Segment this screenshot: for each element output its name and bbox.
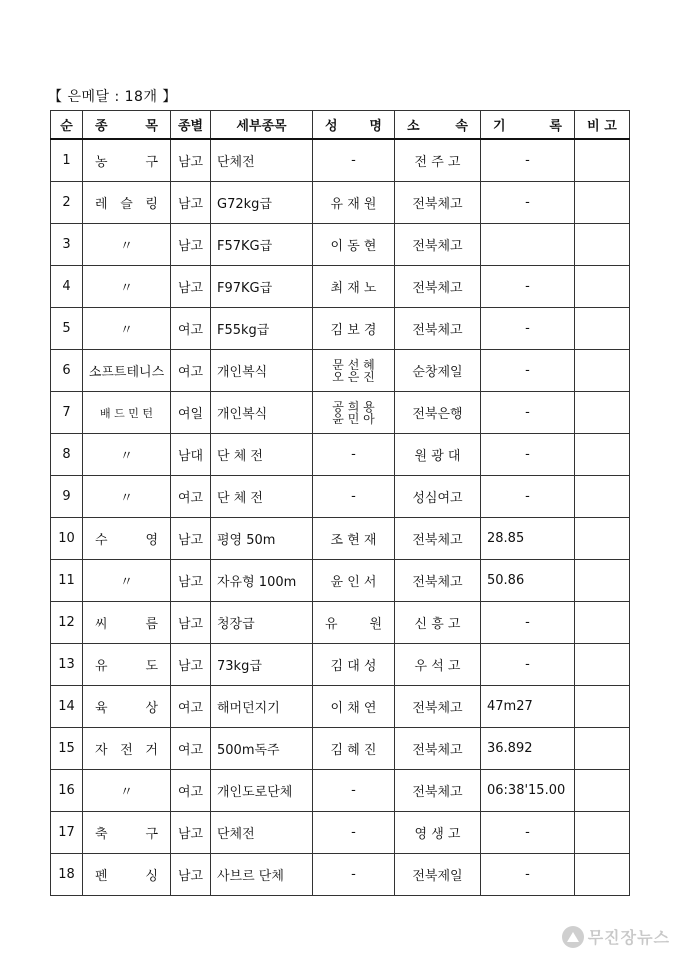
cell-record: 06:38'15.00 <box>481 770 575 812</box>
cell-note <box>575 770 630 812</box>
cell-detail: 73kg급 <box>211 644 313 686</box>
cell-detail: 청장급 <box>211 602 313 644</box>
table-row <box>51 686 630 728</box>
cell-team: 전북체고 <box>395 560 481 602</box>
cell-event: 농 구 <box>83 139 171 182</box>
cell-event: 〃 <box>83 266 171 308</box>
cell-no: 7 <box>51 392 83 434</box>
table-row <box>51 770 630 812</box>
table-row <box>51 182 630 224</box>
cell-team: 전북제일 <box>395 854 481 896</box>
cell-name: - <box>313 854 395 896</box>
cell-team: 전북체고 <box>395 224 481 266</box>
table-row <box>51 812 630 854</box>
cell-no: 8 <box>51 434 83 476</box>
cell-name: 이 동 현 <box>313 224 395 266</box>
cell-note <box>575 308 630 350</box>
cell-category: 여고 <box>171 476 211 518</box>
cell-no: 2 <box>51 182 83 224</box>
header-category: 종별 <box>171 111 211 140</box>
table-row <box>51 392 630 434</box>
cell-team: 우 석 고 <box>395 644 481 686</box>
cell-no: 9 <box>51 476 83 518</box>
header-record: 기 록 <box>481 111 575 140</box>
cell-note <box>575 224 630 266</box>
cell-category: 남고 <box>171 602 211 644</box>
cell-name: 유 원 <box>313 602 395 644</box>
cell-no: 10 <box>51 518 83 560</box>
cell-event: 〃 <box>83 770 171 812</box>
cell-name: 유 재 원 <box>313 182 395 224</box>
cell-record: - <box>481 602 575 644</box>
cell-no: 13 <box>51 644 83 686</box>
cell-detail: 개인도로단체 <box>211 770 313 812</box>
cell-name: 최 재 노 <box>313 266 395 308</box>
cell-record: - <box>481 644 575 686</box>
cell-detail: F57KG급 <box>211 224 313 266</box>
header-note: 비 고 <box>575 111 630 140</box>
cell-name: 조 현 재 <box>313 518 395 560</box>
cell-event: 펜 싱 <box>83 854 171 896</box>
table-row <box>51 728 630 770</box>
cell-event: 소프트테니스 <box>83 350 171 392</box>
cell-team: 전북체고 <box>395 728 481 770</box>
cell-note <box>575 686 630 728</box>
table-row <box>51 224 630 266</box>
cell-record: 50.86 <box>481 560 575 602</box>
table-row <box>51 854 630 896</box>
cell-record: - <box>481 182 575 224</box>
cell-detail: 단 체 전 <box>211 434 313 476</box>
table-body <box>51 139 630 896</box>
cell-team: 전북은행 <box>395 392 481 434</box>
table-row <box>51 560 630 602</box>
header-event: 종 목 <box>83 111 171 140</box>
cell-no: 6 <box>51 350 83 392</box>
cell-note <box>575 392 630 434</box>
cell-category: 여일 <box>171 392 211 434</box>
cell-team: 전 주 고 <box>395 139 481 182</box>
cell-detail: 단체전 <box>211 139 313 182</box>
cell-category: 남고 <box>171 266 211 308</box>
cell-event: 자 전 거 <box>83 728 171 770</box>
cell-no: 15 <box>51 728 83 770</box>
cell-name <box>313 350 395 392</box>
cell-note <box>575 434 630 476</box>
page-title: 【 은메달 : 18개 】 <box>48 89 177 105</box>
cell-event: 〃 <box>83 308 171 350</box>
mountain-logo-icon <box>562 926 584 948</box>
cell-event: 레 슬 링 <box>83 182 171 224</box>
table-row <box>51 350 630 392</box>
cell-name: 윤 인 서 <box>313 560 395 602</box>
cell-no: 12 <box>51 602 83 644</box>
cell-no: 16 <box>51 770 83 812</box>
cell-name: 김 보 경 <box>313 308 395 350</box>
cell-event: 배 드 민 턴 <box>83 392 171 434</box>
cell-category: 남고 <box>171 560 211 602</box>
cell-team: 전북체고 <box>395 308 481 350</box>
header-team: 소 속 <box>395 111 481 140</box>
cell-name: - <box>313 434 395 476</box>
cell-note <box>575 602 630 644</box>
cell-note <box>575 728 630 770</box>
cell-category: 여고 <box>171 770 211 812</box>
cell-detail: F97KG급 <box>211 266 313 308</box>
cell-record: - <box>481 350 575 392</box>
cell-detail: 해머던지기 <box>211 686 313 728</box>
cell-detail: 단체전 <box>211 812 313 854</box>
cell-event: 씨 름 <box>83 602 171 644</box>
cell-no: 4 <box>51 266 83 308</box>
cell-category: 남고 <box>171 518 211 560</box>
cell-event: 〃 <box>83 224 171 266</box>
cell-event: 수 영 <box>83 518 171 560</box>
cell-no: 1 <box>51 139 83 182</box>
cell-detail: F55kg급 <box>211 308 313 350</box>
cell-team: 신 흥 고 <box>395 602 481 644</box>
cell-event: 유 도 <box>83 644 171 686</box>
cell-note <box>575 476 630 518</box>
cell-name: - <box>313 812 395 854</box>
cell-category: 여고 <box>171 686 211 728</box>
cell-note <box>575 518 630 560</box>
cell-name: - <box>313 139 395 182</box>
cell-event: 축 구 <box>83 812 171 854</box>
cell-team: 전북체고 <box>395 770 481 812</box>
cell-team: 영 생 고 <box>395 812 481 854</box>
cell-record: - <box>481 308 575 350</box>
cell-event: 〃 <box>83 434 171 476</box>
cell-detail: 자유형 100m <box>211 560 313 602</box>
cell-note <box>575 350 630 392</box>
table-row <box>51 644 630 686</box>
cell-category: 여고 <box>171 308 211 350</box>
cell-detail: 개인복식 <box>211 392 313 434</box>
watermark <box>562 925 670 948</box>
medal-table <box>50 110 630 896</box>
name-line-1: 공 희 용 <box>332 399 375 414</box>
cell-no: 17 <box>51 812 83 854</box>
cell-record: 28.85 <box>481 518 575 560</box>
cell-detail: 단 체 전 <box>211 476 313 518</box>
name-line-2: 윤 민 아 <box>332 411 375 426</box>
cell-no: 14 <box>51 686 83 728</box>
cell-category: 남고 <box>171 644 211 686</box>
cell-category: 남고 <box>171 224 211 266</box>
cell-detail: 개인복식 <box>211 350 313 392</box>
table-row <box>51 266 630 308</box>
cell-record: - <box>481 266 575 308</box>
cell-name <box>313 392 395 434</box>
cell-category: 여고 <box>171 728 211 770</box>
table-row <box>51 139 630 182</box>
watermark-text: 무진장뉴스 <box>587 928 670 947</box>
cell-no: 11 <box>51 560 83 602</box>
cell-detail: 사브르 단체 <box>211 854 313 896</box>
cell-detail: 평영 50m <box>211 518 313 560</box>
cell-detail: G72kg급 <box>211 182 313 224</box>
name-line-2: 오 은 진 <box>332 369 375 384</box>
cell-record: 36.892 <box>481 728 575 770</box>
cell-team: 전북체고 <box>395 266 481 308</box>
cell-category: 남대 <box>171 434 211 476</box>
cell-note <box>575 644 630 686</box>
cell-category: 남고 <box>171 182 211 224</box>
cell-name: - <box>313 476 395 518</box>
cell-record: - <box>481 476 575 518</box>
cell-note <box>575 812 630 854</box>
cell-note <box>575 854 630 896</box>
cell-team: 성심여고 <box>395 476 481 518</box>
cell-record: - <box>481 854 575 896</box>
cell-record: - <box>481 139 575 182</box>
header-row <box>51 111 630 140</box>
cell-record: 47m27 <box>481 686 575 728</box>
cell-category: 남고 <box>171 812 211 854</box>
cell-team: 전북체고 <box>395 518 481 560</box>
cell-name: 김 대 성 <box>313 644 395 686</box>
table-row <box>51 476 630 518</box>
table-row <box>51 308 630 350</box>
cell-record: - <box>481 434 575 476</box>
cell-team: 순창제일 <box>395 350 481 392</box>
cell-event: 육 상 <box>83 686 171 728</box>
cell-record: - <box>481 812 575 854</box>
header-no: 순 <box>51 111 83 140</box>
cell-event: 〃 <box>83 560 171 602</box>
cell-no: 18 <box>51 854 83 896</box>
cell-note <box>575 139 630 182</box>
cell-team: 전북체고 <box>395 686 481 728</box>
cell-no: 3 <box>51 224 83 266</box>
cell-no: 5 <box>51 308 83 350</box>
cell-detail: 500m독주 <box>211 728 313 770</box>
cell-note <box>575 560 630 602</box>
cell-category: 여고 <box>171 350 211 392</box>
cell-name: - <box>313 770 395 812</box>
table-row <box>51 518 630 560</box>
cell-event: 〃 <box>83 476 171 518</box>
cell-category: 남고 <box>171 139 211 182</box>
table-row <box>51 434 630 476</box>
cell-category: 남고 <box>171 854 211 896</box>
header-name: 성 명 <box>313 111 395 140</box>
header-detail: 세부종목 <box>211 111 313 140</box>
cell-name: 김 혜 진 <box>313 728 395 770</box>
cell-team: 원 광 대 <box>395 434 481 476</box>
cell-record <box>481 224 575 266</box>
cell-note <box>575 266 630 308</box>
table-row <box>51 602 630 644</box>
cell-team: 전북체고 <box>395 182 481 224</box>
cell-note <box>575 182 630 224</box>
name-line-1: 문 선 혜 <box>332 357 375 372</box>
cell-record: - <box>481 392 575 434</box>
cell-name: 이 채 연 <box>313 686 395 728</box>
